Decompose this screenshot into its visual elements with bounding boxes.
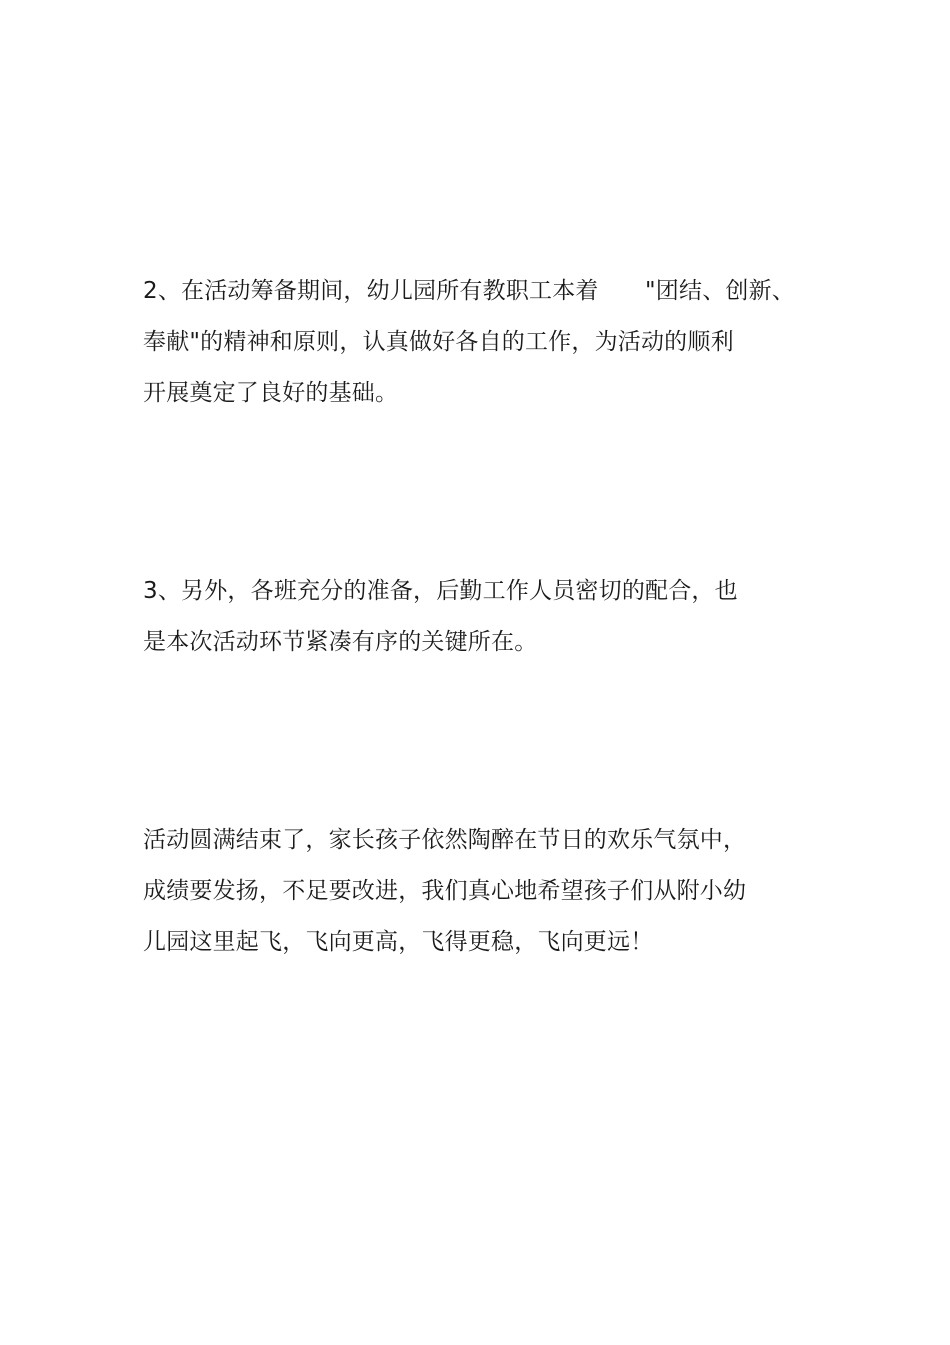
paragraph-line: 活动圆满结束了，家长孩子依然陶醉在节日的欢乐气氛中，	[143, 827, 747, 853]
paragraph-line: 奉献"的精神和原则，认真做好各自的工作，为活动的顺利	[143, 329, 734, 355]
paragraph-item-3	[143, 566, 823, 668]
paragraph-line: 3、另外，各班充分的准备，后勤工作人员密切的配合，也	[143, 578, 738, 604]
paragraph-line: 2、在活动筹备期间，幼儿园所有教职工本着 "团结、创新、	[143, 278, 796, 304]
paragraph-line: 成绩要发扬，不足要改进，我们真心地希望孩子们从附小幼	[143, 878, 747, 904]
paragraph-line: 是本次活动环节紧凑有序的关键所在。	[143, 629, 538, 655]
paragraph-line: 儿园这里起飞，飞向更高，飞得更稳，飞向更远！	[143, 929, 654, 955]
closing-paragraph	[143, 815, 823, 968]
paragraph-line: 开展奠定了良好的基础。	[143, 380, 399, 406]
paragraph-item-2	[143, 266, 823, 419]
